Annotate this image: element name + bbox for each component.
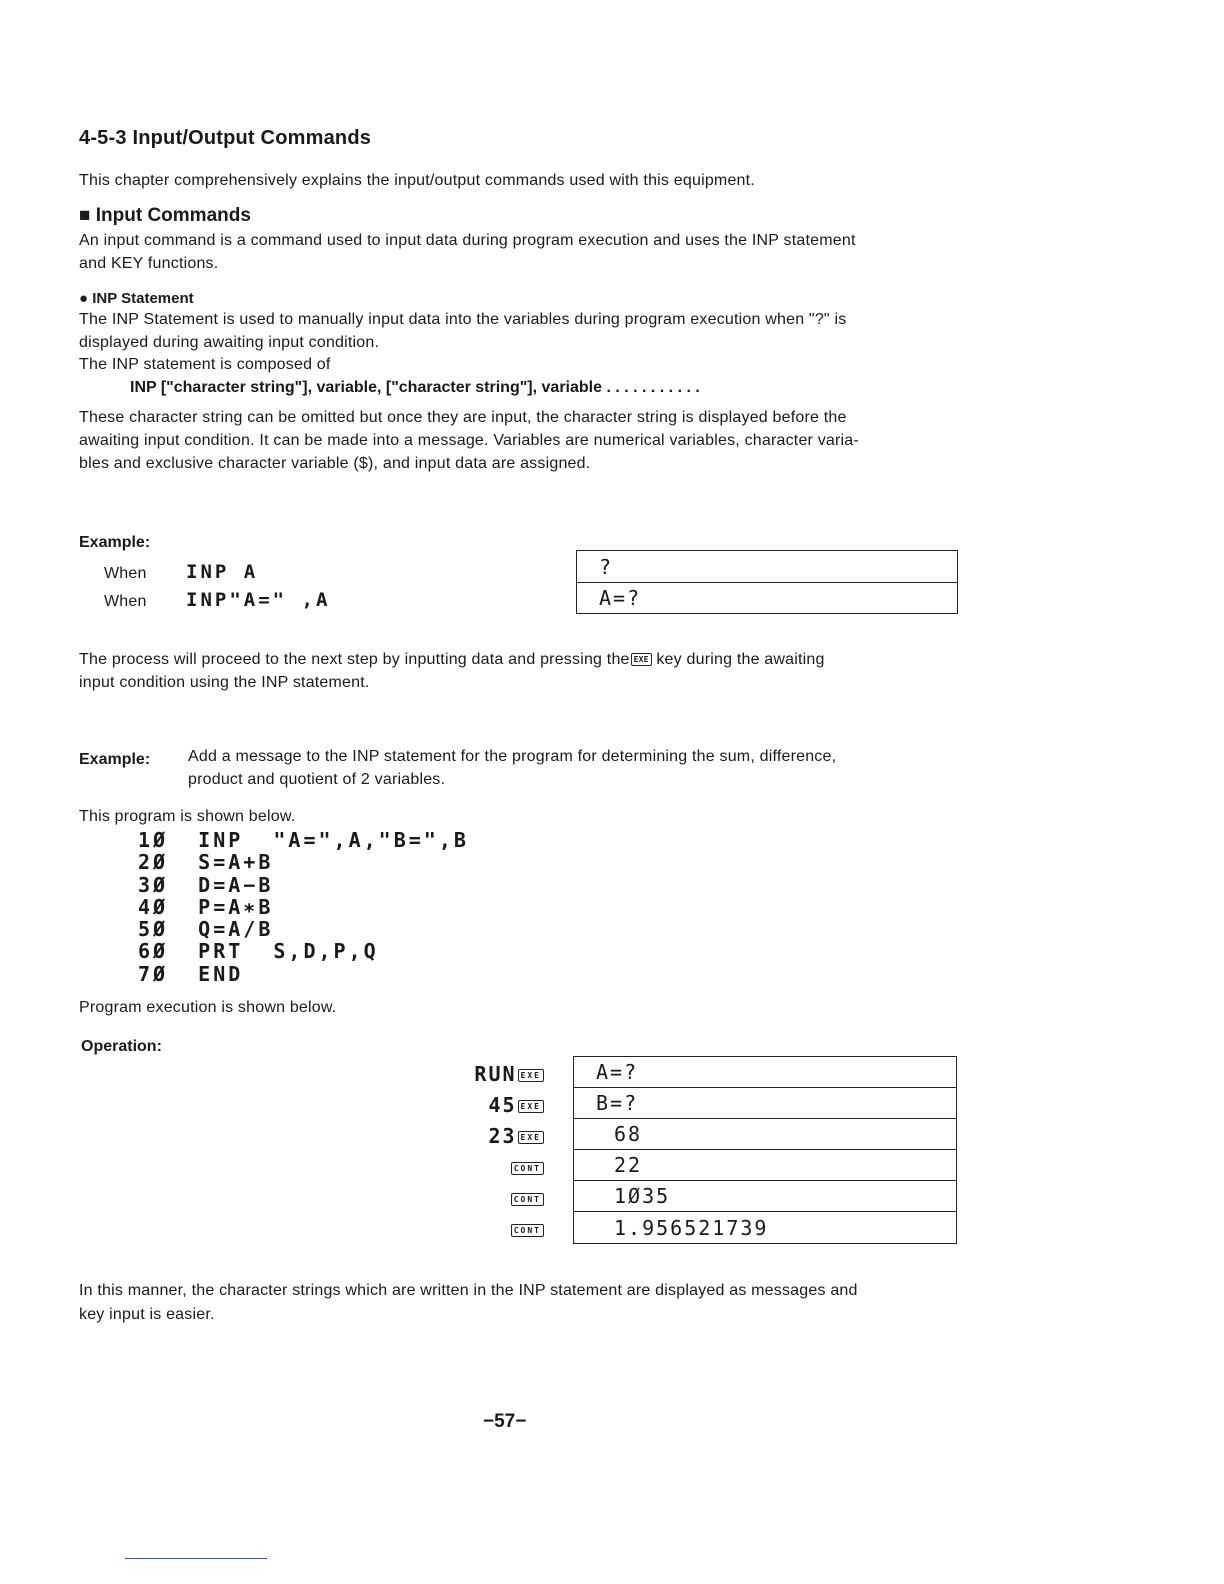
operation-step-input: [488, 1124, 544, 1148]
lcd-text: 68: [614, 1122, 643, 1146]
lcd-text: B=?: [596, 1091, 639, 1115]
lcd-text: A=?: [596, 1060, 639, 1084]
inp-syntax: INP ["character string"], variable, ["character string"], variable . . . . . . . . . . .: [130, 379, 700, 396]
example-2-text-1: Add a message to the INP statement for the program for determining the sum, difference,: [188, 748, 837, 765]
program-line: 5Ø Q=A/B: [138, 917, 274, 942]
lcd-display-row: [573, 1211, 957, 1244]
lcd-text: 1.956521739: [614, 1215, 769, 1240]
lcd-display-row: [576, 550, 958, 583]
section-title: 4-5-3 Input/Output Commands: [79, 127, 372, 149]
lcd-display-row: [573, 1118, 957, 1150]
exe-key-icon: EXE: [518, 1131, 544, 1144]
cont-key-icon: CONT: [511, 1193, 544, 1206]
operation-label: Operation:: [81, 1038, 162, 1055]
footer-divider: [125, 1558, 267, 1559]
operation-keys: [440, 1056, 544, 1244]
inp-desc-2: awaiting input condition. It can be made into a message. Variables are numerical variables, character varia-: [79, 432, 859, 449]
cont-key-icon: CONT: [511, 1224, 544, 1237]
example-1-code-2: INP"A=" ,A: [186, 589, 331, 611]
execution-intro: Program execution is shown below.: [79, 999, 337, 1016]
example-1-when-2: When: [104, 593, 147, 610]
conclusion-2: key input is easier.: [79, 1306, 215, 1323]
proceed-text-1a: The process will proceed to the next step by inputting data and pressing the: [79, 651, 630, 668]
operation-step-input: [510, 1217, 544, 1241]
program-line: 3Ø D=A−B: [138, 872, 274, 897]
input-commands-text-1: An input command is a command used to input data during program execution and uses the INP statement: [79, 232, 856, 249]
lcd-text: 22: [614, 1153, 643, 1177]
cont-key-icon: CONT: [511, 1162, 544, 1175]
lcd-text: ?: [599, 554, 614, 579]
intro-text: This chapter comprehensively explains the input/output commands used with this equipment.: [79, 172, 755, 189]
lcd-display-row: [573, 1056, 957, 1088]
exe-key-icon: EXE: [631, 653, 652, 666]
lcd-display-row: [573, 1087, 957, 1119]
program-line: 1Ø INP "A=",A,"B=",B: [138, 828, 469, 852]
program-listing: [138, 829, 469, 985]
exe-key-icon: EXE: [518, 1069, 544, 1082]
input-commands-heading: ■ Input Commands: [79, 205, 251, 226]
example-1-when-1: When: [104, 565, 147, 582]
lcd-display-row: [573, 1149, 957, 1181]
program-line: 2Ø S=A+B: [138, 850, 274, 875]
inp-statement-text-3: The INP statement is composed of: [79, 356, 331, 373]
inp-statement-heading: ● INP Statement: [79, 290, 194, 307]
input-text: RUN: [474, 1062, 517, 1086]
page-number: −57−: [483, 1411, 527, 1432]
operation-step-input: [488, 1093, 544, 1117]
program-line: 4Ø P=A∗B: [138, 894, 274, 919]
input-text: 45: [488, 1093, 517, 1117]
lcd-text: 1Ø35: [614, 1184, 671, 1208]
example-1-label: Example:: [79, 534, 151, 551]
program-line: 7Ø END: [138, 961, 244, 986]
input-commands-text-2: and KEY functions.: [79, 255, 219, 272]
conclusion-1: In this manner, the character strings which are written in the INP statement are displayed as messages and: [79, 1282, 858, 1299]
operation-step-input: [510, 1155, 544, 1179]
inp-statement-text-1: The INP Statement is used to manually input data into the variables during program execution when "?" is: [79, 311, 847, 328]
inp-desc-3: bles and exclusive character variable ($), and input data are assigned.: [79, 455, 591, 472]
operation-step-input: [510, 1186, 544, 1210]
inp-desc-1: These character string can be omitted but once they are input, the character string is displayed before the: [79, 409, 847, 426]
proceed-text-2: input condition using the INP statement.: [79, 674, 370, 691]
lcd-text: A=?: [599, 586, 642, 610]
program-line: 6Ø PRT S,D,P,Q: [138, 939, 379, 964]
input-text: 23: [488, 1124, 517, 1148]
example-2-text-2: product and quotient of 2 variables.: [188, 771, 446, 788]
operation-step-input: [474, 1062, 544, 1086]
program-intro: This program is shown below.: [79, 808, 296, 825]
example-1-code-1: INP A: [186, 561, 259, 583]
exe-key-icon: EXE: [518, 1100, 544, 1113]
example-2-label: Example:: [79, 751, 151, 768]
proceed-text-1: [79, 648, 969, 672]
lcd-display-row: [576, 582, 958, 614]
inp-statement-text-2: displayed during awaiting input condition.: [79, 334, 380, 351]
proceed-text-1b: key during the awaiting: [656, 651, 825, 668]
lcd-display-row: [573, 1180, 957, 1212]
